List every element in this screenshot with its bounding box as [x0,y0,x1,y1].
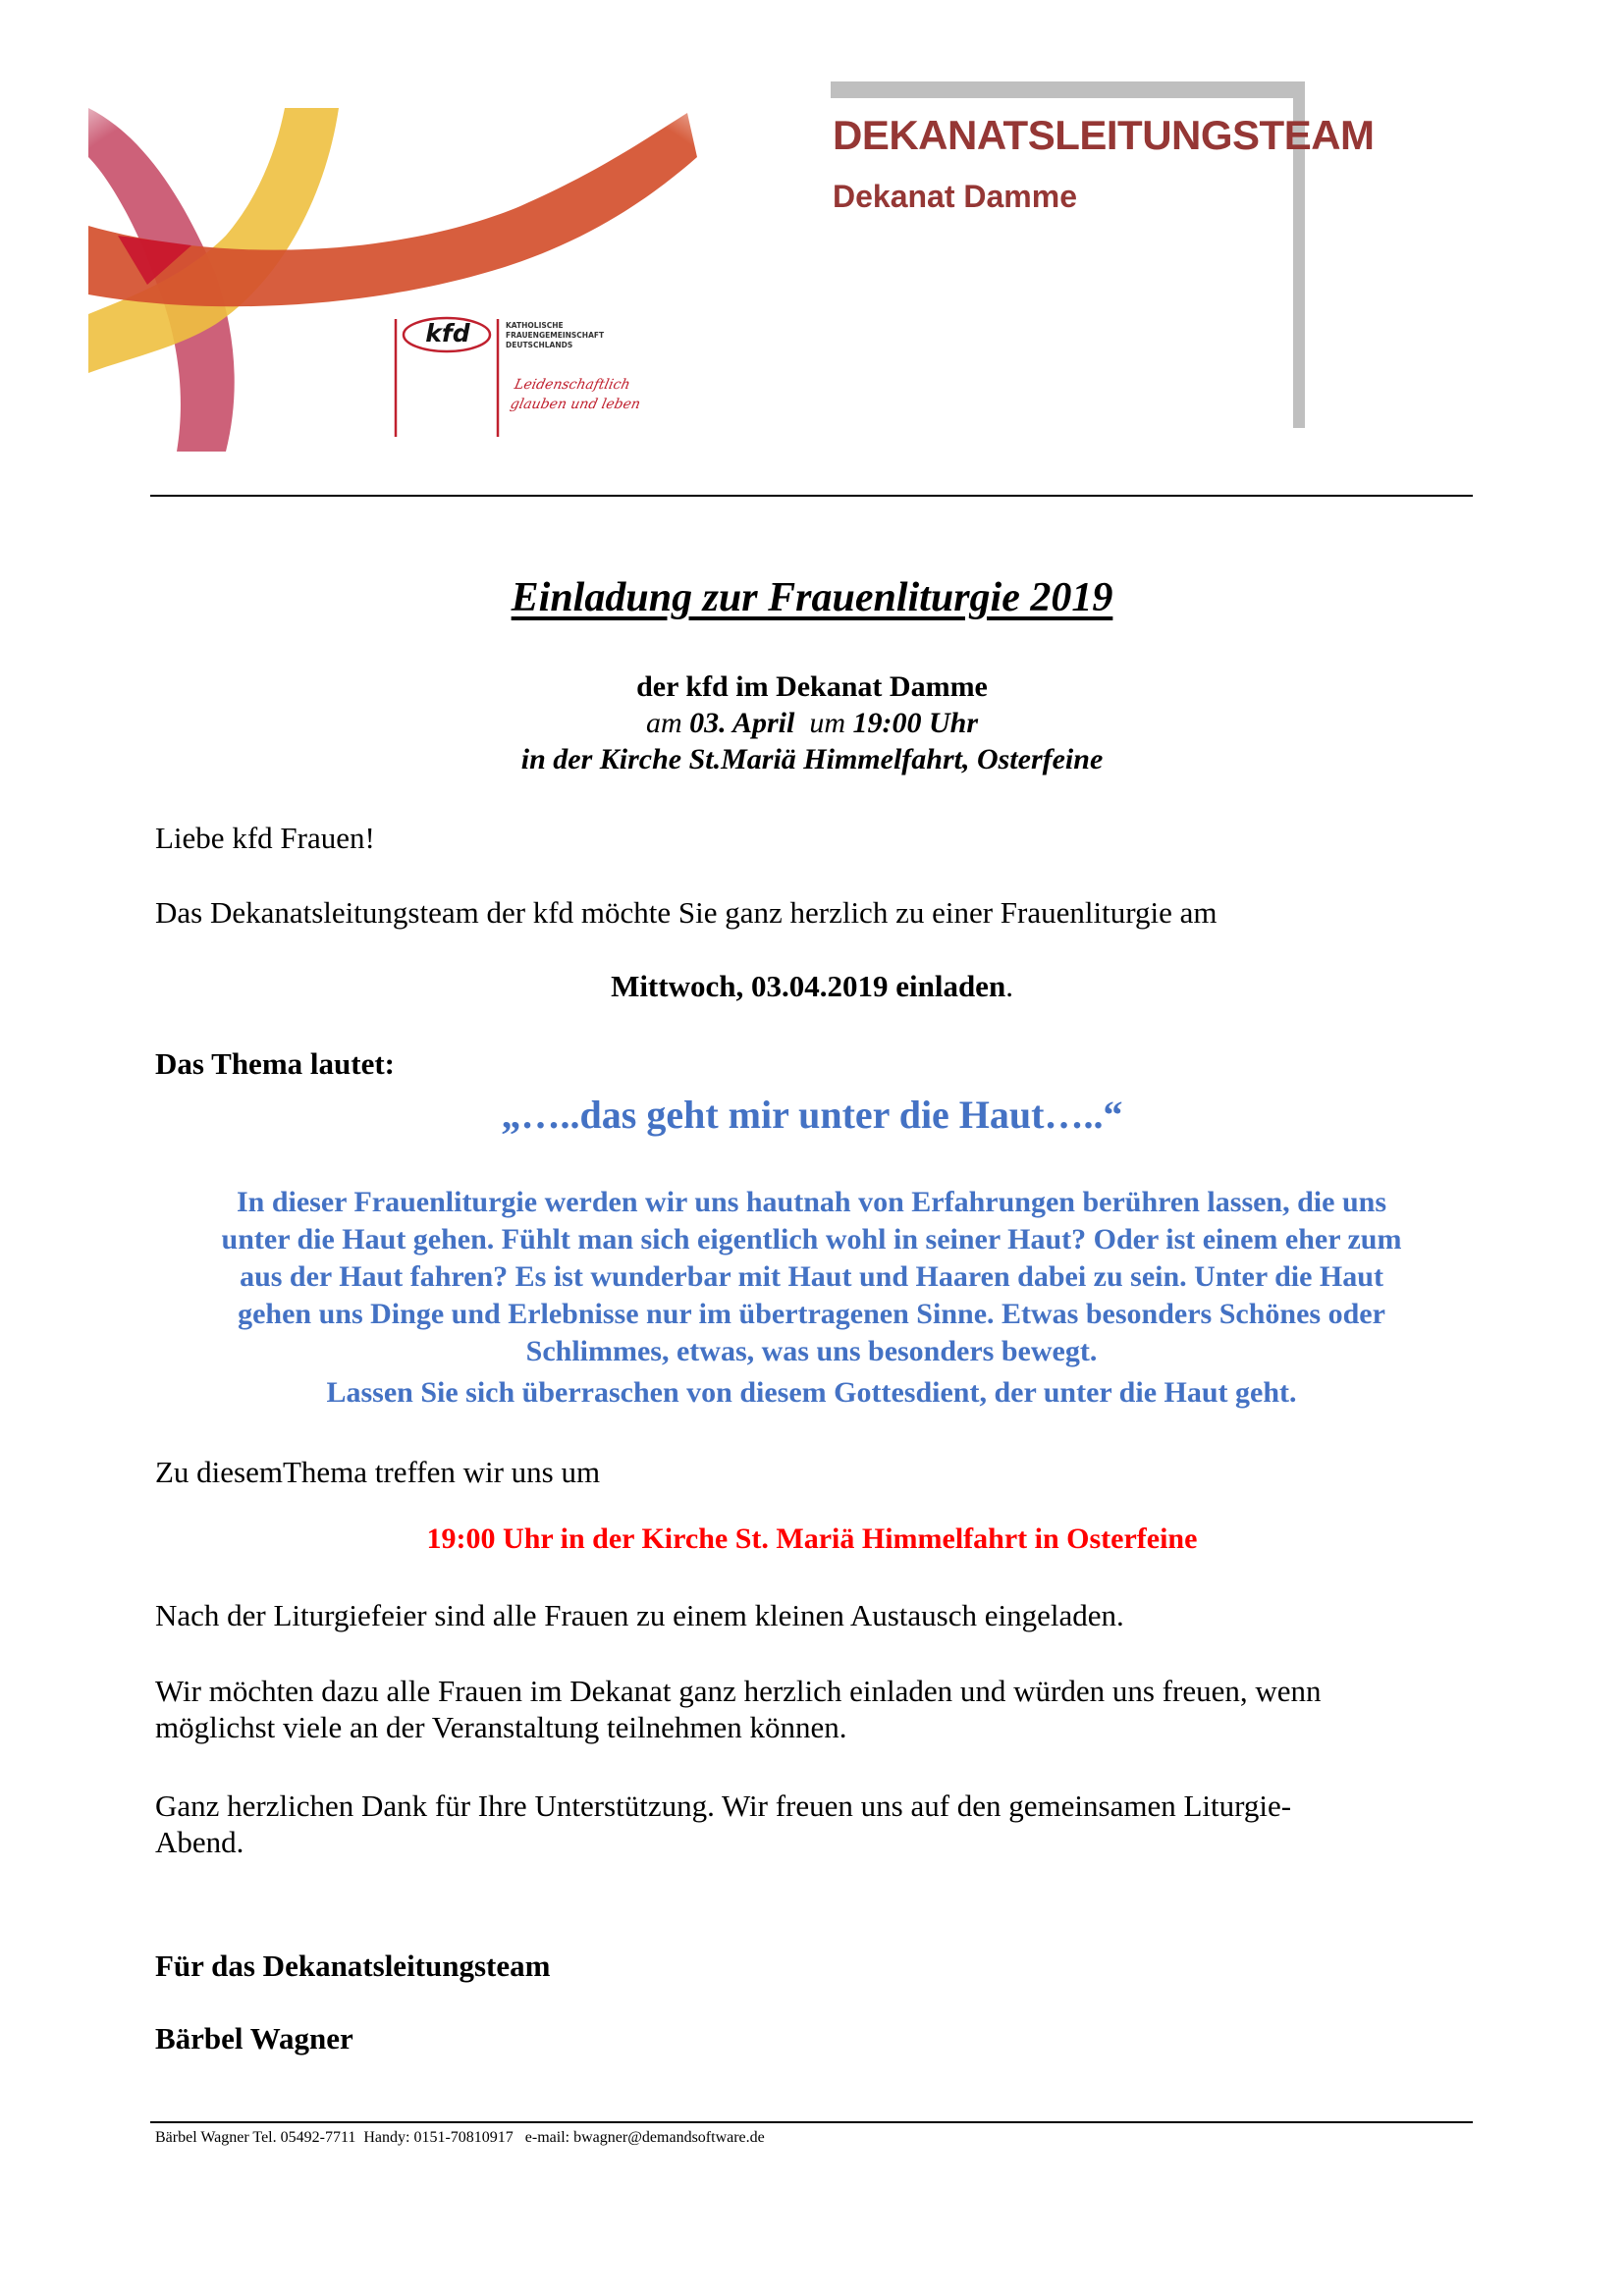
signer-name: Bärbel Wagner [155,2021,353,2056]
time-prefix: um [794,707,853,739]
org-line: DEUTSCHLANDS [506,341,573,349]
org-title: DEKANATSLEITUNGSTEAM [833,112,1375,158]
date-prefix: am [645,707,690,739]
theme-paragraph-line: aus der Haut fahren? Es ist wunderbar mit Haut und Haaren dabei zu sein. Unter die Haut [240,1260,1383,1293]
invite-all-paragraph [155,1673,1322,1745]
org-subtitle: Dekanat Damme [833,179,1077,214]
slogan-line: glauben und leben [509,397,642,412]
org-line: FRAUENGEMEINSCHAFT [506,331,605,340]
theme-paragraph-line: gehen uns Dinge und Erlebnisse nur im übertragenen Sinne. Etwas besonders Schönes oder [238,1298,1385,1330]
theme-paragraph-line: Lassen Sie sich überraschen von diesem Gottesdient, der unter die Haut geht. [326,1376,1297,1409]
date-line-bold: Mittwoch, 03.04.2019 einladen [611,969,1006,1003]
invitation-line-2 [0,705,1624,741]
location-line: 19:00 Uhr in der Kirche St. Mariä Himmelfahrt in Osterfeine [426,1522,1198,1555]
theme-label: Das Thema lautet: [155,1046,395,1081]
thanks-paragraph [155,1788,1291,1860]
kfd-org-name [506,321,604,350]
event-time: 19:00 Uhr [852,707,979,739]
theme-quote: „…..das geht mir unter die Haut…..“ [501,1093,1123,1137]
theme-paragraph-line: unter die Haut gehen. Fühlt man sich eigentlich wohl in seiner Haut? Oder ist einem eher zum [221,1223,1402,1255]
theme-paragraph-line: In dieser Frauenliturgie werden wir uns hautnah von Erfahrungen berühren lassen, die uns [236,1186,1386,1218]
kfd-mark: kfd [425,319,470,347]
footer-divider [150,2121,1473,2123]
invitation-title-text: Einladung zur Frauenliturgie 2019 [511,575,1113,620]
thanks-line: Ganz herzlichen Dank für Ihre Unterstützung. Wir freuen uns auf den gemeinsamen Liturgie- [155,1789,1292,1823]
org-line: KATHOLISCHE [506,321,564,330]
kfd-logo [79,98,707,452]
invite-all-line: Wir möchten dazu alle Frauen im Dekanat ganz herzlich einladen und würden uns freuen, wenn [155,1674,1322,1708]
slogan-line: Leidenschaftlich [513,377,632,393]
date-line [0,968,1624,1004]
invitation-title [0,574,1624,621]
event-date: 03. April [689,707,795,739]
theme-paragraph-line: Schlimmes, etwas, was uns besonders bewegt. [525,1335,1098,1367]
header-frame-top [831,81,1305,98]
kfd-slogan [509,375,647,414]
after-line: Nach der Liturgiefeier sind alle Frauen zu einem kleinen Austausch eingeladen. [155,1598,1124,1632]
meet-line: Zu diesemThema treffen wir uns um [155,1455,601,1489]
theme-paragraph [150,1184,1473,1412]
invite-all-line: möglichst viele an der Veranstaltung teilnehmen können. [155,1710,847,1744]
signoff: Für das Dekanatsleitungsteam [155,1949,551,1983]
footer-contact: Bärbel Wagner Tel. 05492-7711 Handy: 0151-70810917 e-mail: bwagner@demandsoftware.de [155,2129,765,2146]
invitation-line-3: in der Kirche St.Mariä Himmelfahrt, Osterfeine [520,743,1104,775]
greeting: Liebe kfd Frauen! [155,821,375,855]
intro-text: Das Dekanatsleitungsteam der kfd möchte Sie ganz herzlich zu einer Frauenliturgie am [155,895,1218,930]
thanks-line: Abend. [155,1825,244,1859]
header-divider [150,495,1473,497]
invitation-line-1: der kfd im Dekanat Damme [636,670,988,703]
date-line-tail: . [1005,969,1013,1003]
